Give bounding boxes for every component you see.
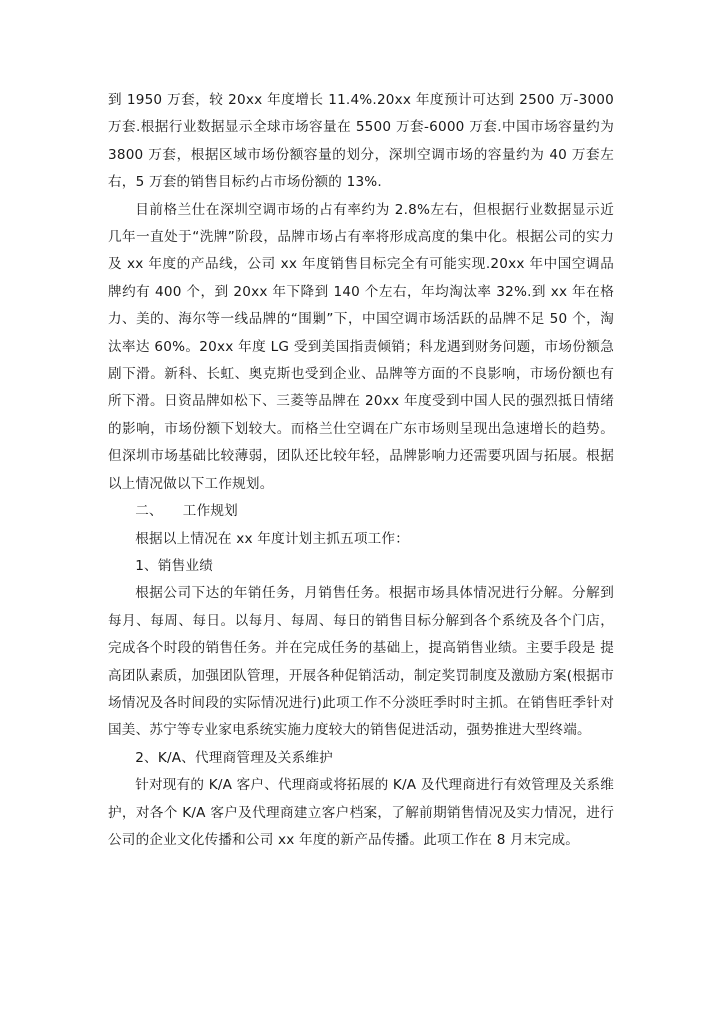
paragraph-ka-agent-management: 针对现有的 K/A 客户、代理商或将拓展的 K/A 及代理商进行有效管理及关系维护，对各个 K/A 客户及代理商建立客户档案，了解前期销售情况及实力情况，进行公司的企业文化传播和公司 xx 年度的新产品传播。此项工作在 8 月末完成。 [108, 777, 614, 848]
paragraph-plan-intro: 根据以上情况在 xx 年度计划主抓五项工作： [135, 530, 410, 547]
document-body [108, 87, 614, 854]
section-title: 工作规划 [182, 503, 238, 520]
section-heading-work-plan [108, 498, 614, 525]
paragraph-sales-performance: 根据公司下达的年销任务，月销售任务。根据市场具体情况进行分解。分解到每月、每周、每日。以每月、每周、每日的销售目标分解到各个系统及各个门店，完成各个时段的销售任务。并在完成任务的基础上，提高销售业绩。主要手段是 提高团队素质，加强团队管理，开展各种促销活动，制定奖罚制度及激励方案(根据市场情况及各时间段的实际情况进行)此项工作不分淡旺季时时主抓。在销售旺季针对国美、苏宁等专业家电系统实施力度较大的销售促进活动，强势推进大型终端。 [108, 585, 614, 739]
paragraph-market-capacity: 到 1950 万套，较 20xx 年度增长 11.4%.20xx 年度预计可达到 2500 万-3000 万套.根据行业数据显示全球市场容量在 5500 万套-6000 万套.中国市场容量约为 3800 万套，根据区域市场份额容量的划分，深圳空调市场的容量约为 40 万套左右，5 万套的销售目标约占市场份额的 13%. [108, 92, 614, 191]
subheading-sales-performance: 1、销售业绩 [135, 557, 214, 574]
section-number: 二、 [135, 503, 163, 520]
subheading-ka-agent-management: 2、K/A、代理商管理及关系维护 [135, 749, 333, 766]
paragraph-market-analysis: 目前格兰仕在深圳空调市场的占有率约为 2.8%左右，但根据行业数据显示近几年一直处于“洗牌”阶段，品牌市场占有率将形成高度的集中化。根据公司的实力及 xx 年度的产品线，公司 xx 年度销售目标完全有可能实现.20xx 年中国空调品牌约有 400 个，到 20xx 年下降到 140 个左右，年均淘汰率 32%.到 xx 年在格力、美的、海尔等一线品牌的“围剿”下，中国空调市场活跃的品牌不足 50 个，淘汰率达 60%。20xx 年度 LG 受到美国指责倾销；科龙遇到财务问题，市场份额急剧下滑。新科、长虹、奥克斯也受到企业、品牌等方面的不良影响，市场份额也有所下滑。日资品牌如松下、三菱等品牌在 20xx 年度受到中国人民的强烈抵日情绪的影响，市场份额下划较大。而格兰仕空调在广东市场则呈现出急速增长的趋势。但深圳市场基础比较薄弱，团队还比较年轻，品牌影响力还需要巩固与拓展。根据以上情况做以下工作规划。 [108, 201, 614, 492]
